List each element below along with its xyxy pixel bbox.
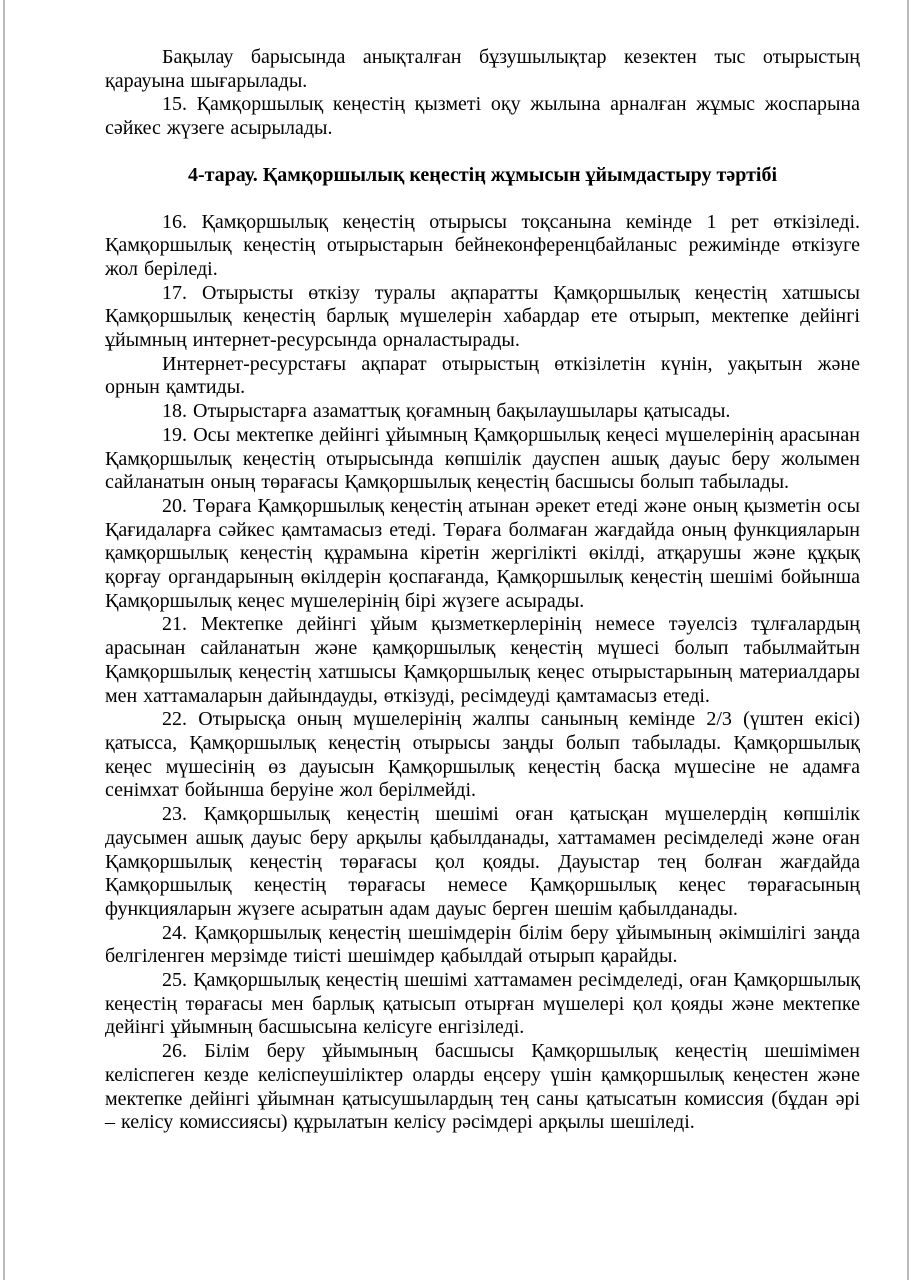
clause-19: 19. Осы мектепке дейінгі ұйымның Қамқоршылық кеңесі мүшелерінің арасынан Қамқоршылық кеңестің отырысында көпшілік дауспен ашық дауыс беру жолымен сайланатын оның төрағасы Қамқоршылық кеңестің басшысы болып табылады.	[105, 423, 860, 494]
clause-25: 25. Қамқоршылық кеңестің шешімі хаттамамен ресімделеді, оған Қамқоршылық кеңестің төрағасы мен барлық қатысып отырған мүшелері қол қояды және мектепке дейінгі ұйымның басшысына келісуге енгізіледі.	[105, 969, 860, 1039]
clause-23: 23. Қамқоршылық кеңестің шешімі оған қатысқан мүшелердің көпшілік даусымен ашық дауыс беру арқылы қабылданады, хаттамамен ресімделеді және оған Қамқоршылық кеңестің төрағасы қол қояды. Дауыстар тең болған жағдайда Қамқоршылық кеңестің төрағасы немесе Қамқоршылық кеңес төрағасының функцияларын жүзеге асыратын адам дауыс берген шешім қабылданады.	[105, 803, 860, 920]
clause-15: 15. Қамқоршылық кеңестің қызметі оқу жылына арналған жұмыс жоспарына сәйкес жүзеге асырылады.	[105, 93, 860, 140]
chapter-4-heading: 4-тарау. Қамқоршылық кеңестің жұмысын ұйымдастыру тәртібі	[187, 163, 778, 186]
clause-17-internet-note: Интернет-ресурстағы ақпарат отырыстың өткізілетін күнін, уақытын және орнын қамтиды.	[105, 352, 860, 399]
clause-24: 24. Қамқоршылық кеңестің шешімдерін білім беру ұйымының әкімшілігі заңда белгіленген мерзімде тиісті шешімдер қабылдай отырып қарайды.	[105, 921, 860, 968]
clause-22: 22. Отырысқа оның мүшелерінің жалпы санының кемінде 2/3 (үштен екісі) қатысса, Қамқоршылық кеңестің отырысы заңды болып табылады. Қамқоршылық кеңес мүшесінің өз дауысын Қамқоршылық кеңестің басқа мүшесіне не адамға сенімхат бойынша беруіне жол берілмейді.	[105, 708, 860, 802]
clause-21: 21. Мектепке дейінгі ұйым қызметкерлерінің немесе тәуелсіз тұлғалардың арасынан сайланатын және қамқоршылық кеңестің мүшесі болып табылмайтын Қамқоршылық кеңестің хатшысы Қамқоршылық кеңес отырыстарының материалдары мен хаттамаларын дайындауды, өткізуді, ресімдеуді қамтамасыз етеді.	[105, 613, 860, 707]
clause-20: 20. Төраға Қамқоршылық кеңестің атынан әрекет етеді және оның қызметін осы Қағидаларға сәйкес қамтамасыз етеді. Төраға болмаған жағдайда оның функцияларын қамқоршылық кеңестің құрамына кіретін жергілікті өкілді, атқарушы және құқық қорғау органдарының өкілдерін қоспағанда, Қамқоршылық кеңестің шешімі бойынша Қамқоршылық кеңес мүшелерінің бірі жүзеге асырады.	[105, 494, 860, 612]
clause-17: 17. Отырысты өткізу туралы ақпаратты Қамқоршылық кеңестің хатшысы Қамқоршылық кеңестің барлық мүшелерін хабардар ете отырып, мектепке дейінгі ұйымның интернет-ресурсында орналастырады.	[105, 281, 860, 352]
paragraph-violations-review: Бақылау барысында анықталған бұзушылықтар кезектен тыс отырыстың қарауына шығарылады.	[105, 46, 860, 92]
clause-18: 18. Отырыстарға азаматтық қоғамның бақылаушылары қатысады.	[162, 400, 731, 423]
document-body	[105, 46, 860, 1135]
document-page	[3, 0, 909, 1280]
clause-26: 26. Білім беру ұйымының басшысы Қамқоршылық кеңестің шешімімен келіспеген кезде келіспеушіліктер оларды еңсеру үшін қамқоршылық кеңестен және мектепке дейінгі ұйымнан қатысушылардың тең саны қатысатын комиссия (бұдан әрі – келісу комиссиясы) құрылатын келісу рәсімдері арқылы шешіледі.	[105, 1040, 860, 1134]
clause-16: 16. Қамқоршылық кеңестің отырысы тоқсанына кемінде 1 рет өткізіледі. Қамқоршылық кеңестің отырыстарын бейнеконференцбайланыс режимінде өткізуге жол беріледі.	[105, 210, 860, 280]
